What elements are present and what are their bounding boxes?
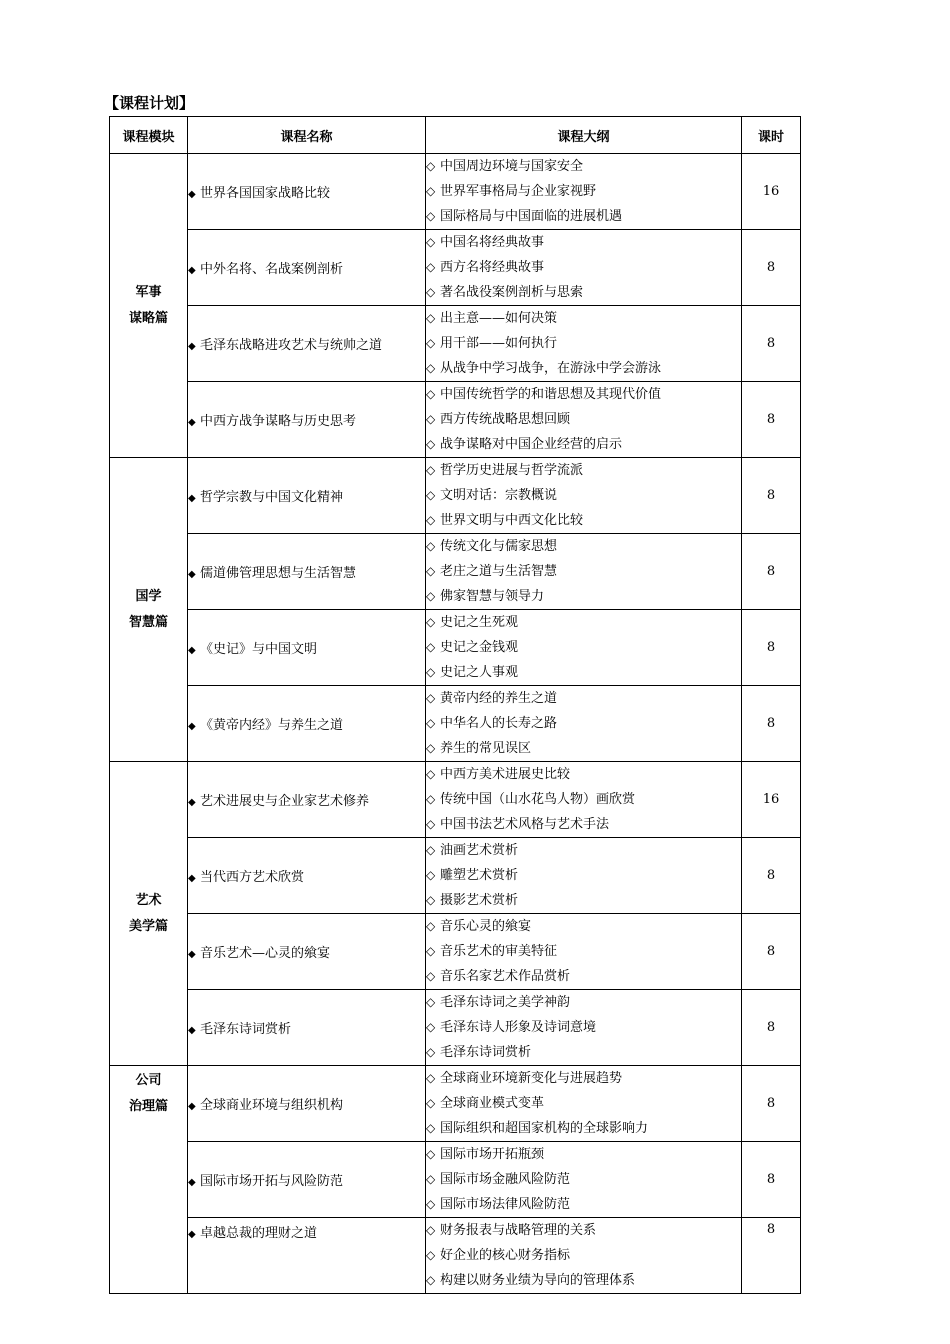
course-name: 《史记》与中国文明 xyxy=(200,642,318,657)
header-module: 课程模块 xyxy=(110,117,188,154)
hollow-diamond-icon: ◇ xyxy=(426,944,436,958)
outline-text: 中国名将经典故事 xyxy=(440,235,545,250)
module-label-line2: 治理篇 xyxy=(128,1099,168,1114)
outline-item xyxy=(426,635,741,660)
table-row xyxy=(110,1066,801,1142)
outline-text: 国际格局与中国面临的进展机遇 xyxy=(440,209,623,224)
module-label-line2: 美学篇 xyxy=(128,918,168,934)
hollow-diamond-icon: ◇ xyxy=(426,361,436,375)
course-outline-cell xyxy=(426,1142,742,1218)
outline-text: 养生的常见误区 xyxy=(440,741,532,756)
outline-text: 油画艺术赏析 xyxy=(440,843,519,858)
course-outline-cell xyxy=(426,686,742,762)
outline-text: 哲学历史进展与哲学流派 xyxy=(440,463,584,478)
outline-item xyxy=(426,736,741,761)
course-name-cell xyxy=(188,762,426,838)
module-cell xyxy=(110,1066,188,1294)
course-name: 当代西方艺术欣赏 xyxy=(200,870,305,885)
course-name-cell xyxy=(188,990,426,1066)
hollow-diamond-icon: ◇ xyxy=(426,209,436,223)
course-hours: 8 xyxy=(742,306,801,382)
outline-text: 传统文化与儒家思想 xyxy=(440,539,558,554)
hollow-diamond-icon: ◇ xyxy=(426,1197,436,1211)
diamond-bullet-icon: ◆ xyxy=(188,1229,196,1240)
outline-item xyxy=(426,787,741,812)
course-name: 中西方战争谋略与历史思考 xyxy=(200,414,357,429)
course-name: 全球商业环境与组织机构 xyxy=(200,1098,344,1113)
hollow-diamond-icon: ◇ xyxy=(426,1071,436,1085)
table-row xyxy=(110,382,801,458)
course-name: 儒道佛管理思想与生活智慧 xyxy=(200,566,357,581)
outline-text: 著名战役案例剖析与思索 xyxy=(440,285,584,300)
outline-item xyxy=(426,610,741,635)
outline-item xyxy=(426,154,741,179)
diamond-bullet-icon: ◆ xyxy=(188,569,196,580)
course-hours: 8 xyxy=(742,382,801,458)
hollow-diamond-icon: ◇ xyxy=(426,868,436,882)
outline-text: 世界军事格局与企业家视野 xyxy=(440,184,597,199)
course-name: 艺术进展史与企业家艺术修养 xyxy=(200,794,370,809)
table-row xyxy=(110,306,801,382)
outline-item xyxy=(426,584,741,609)
outline-text: 战争谋略对中国企业经营的启示 xyxy=(440,437,623,452)
diamond-bullet-icon: ◆ xyxy=(188,189,196,200)
hollow-diamond-icon: ◇ xyxy=(426,463,436,477)
course-name-cell xyxy=(188,1218,426,1294)
outline-item xyxy=(426,1066,741,1091)
hollow-diamond-icon: ◇ xyxy=(426,1273,436,1287)
outline-item xyxy=(426,1192,741,1217)
outline-text: 好企业的核心财务指标 xyxy=(440,1248,571,1263)
hollow-diamond-icon: ◇ xyxy=(426,1121,436,1135)
hollow-diamond-icon: ◇ xyxy=(426,1223,436,1237)
outline-item xyxy=(426,179,741,204)
module-cell xyxy=(110,154,188,458)
hollow-diamond-icon: ◇ xyxy=(426,817,436,831)
course-name: 毛泽东战略进攻艺术与统帅之道 xyxy=(200,338,383,353)
diamond-bullet-icon: ◆ xyxy=(188,645,196,656)
diamond-bullet-icon: ◆ xyxy=(188,417,196,428)
outline-text: 中西方美术进展史比较 xyxy=(440,767,571,782)
outline-text: 音乐名家艺术作品赏析 xyxy=(440,969,571,984)
table-row xyxy=(110,230,801,306)
hollow-diamond-icon: ◇ xyxy=(426,1045,436,1059)
module-cell xyxy=(110,762,188,1066)
course-outline-cell xyxy=(426,610,742,686)
course-outline-cell xyxy=(426,990,742,1066)
outline-text: 财务报表与战略管理的关系 xyxy=(440,1223,597,1238)
outline-text: 国际市场开拓瓶颈 xyxy=(440,1147,545,1162)
course-hours: 16 xyxy=(742,154,801,230)
hollow-diamond-icon: ◇ xyxy=(426,691,436,705)
course-outline-cell xyxy=(426,838,742,914)
header-hours: 课时 xyxy=(742,117,801,154)
course-name: 世界各国国家战略比较 xyxy=(200,186,331,201)
outline-item xyxy=(426,508,741,533)
outline-text: 全球商业模式变革 xyxy=(440,1096,545,1111)
course-name-cell xyxy=(188,1066,426,1142)
module-label-line2: 智慧篇 xyxy=(128,614,168,630)
hollow-diamond-icon: ◇ xyxy=(426,615,436,629)
diamond-bullet-icon: ◆ xyxy=(188,949,196,960)
module-cell xyxy=(110,458,188,762)
outline-item xyxy=(426,458,741,483)
outline-text: 音乐艺术的审美特征 xyxy=(440,944,558,959)
hollow-diamond-icon: ◇ xyxy=(426,285,436,299)
diamond-bullet-icon: ◆ xyxy=(188,341,196,352)
outline-item xyxy=(426,1015,741,1040)
outline-item xyxy=(426,838,741,863)
hollow-diamond-icon: ◇ xyxy=(426,564,436,578)
outline-text: 国际市场金融风险防范 xyxy=(440,1172,571,1187)
course-outline-cell xyxy=(426,914,742,990)
course-outline-cell xyxy=(426,534,742,610)
table-row xyxy=(110,990,801,1066)
course-name: 音乐艺术—心灵的飨宴 xyxy=(200,946,331,961)
hollow-diamond-icon: ◇ xyxy=(426,260,436,274)
outline-item xyxy=(426,382,741,407)
hollow-diamond-icon: ◇ xyxy=(426,589,436,603)
course-name: 《黄帝内经》与养生之道 xyxy=(200,718,344,733)
course-name: 国际市场开拓与风险防范 xyxy=(200,1174,344,1189)
table-row xyxy=(110,914,801,990)
outline-item xyxy=(426,534,741,559)
outline-item xyxy=(426,1091,741,1116)
outline-item xyxy=(426,762,741,787)
outline-item xyxy=(426,204,741,229)
outline-item xyxy=(426,1167,741,1192)
outline-text: 中华名人的长寿之路 xyxy=(440,716,558,731)
hollow-diamond-icon: ◇ xyxy=(426,767,436,781)
outline-item xyxy=(426,1142,741,1167)
outline-text: 用干部——如何执行 xyxy=(440,336,558,351)
outline-text: 音乐心灵的飨宴 xyxy=(440,919,532,934)
course-name-cell xyxy=(188,1142,426,1218)
outline-text: 毛泽东诗人形象及诗词意境 xyxy=(440,1020,597,1035)
course-outline-cell xyxy=(426,1066,742,1142)
header-name: 课程名称 xyxy=(188,117,426,154)
table-row xyxy=(110,838,801,914)
course-name-cell xyxy=(188,838,426,914)
table-body xyxy=(110,154,801,1294)
hollow-diamond-icon: ◇ xyxy=(426,969,436,983)
hollow-diamond-icon: ◇ xyxy=(426,235,436,249)
course-name: 中外名将、名战案例剖析 xyxy=(200,262,344,277)
hollow-diamond-icon: ◇ xyxy=(426,919,436,933)
outline-item xyxy=(426,660,741,685)
outline-item xyxy=(426,432,741,457)
module-label-line1: 艺术 xyxy=(135,892,162,908)
course-name-cell xyxy=(188,230,426,306)
course-name-cell xyxy=(188,610,426,686)
table-row xyxy=(110,154,801,230)
hollow-diamond-icon: ◇ xyxy=(426,488,436,502)
outline-item xyxy=(426,1243,741,1268)
hollow-diamond-icon: ◇ xyxy=(426,1096,436,1110)
hollow-diamond-icon: ◇ xyxy=(426,843,436,857)
course-hours: 8 xyxy=(742,1218,801,1294)
course-name-cell xyxy=(188,914,426,990)
outline-text: 黄帝内经的养生之道 xyxy=(440,691,558,706)
course-outline-cell xyxy=(426,382,742,458)
outline-text: 传统中国（山水花鸟人物）画欣赏 xyxy=(440,792,636,807)
module-label-line1: 国学 xyxy=(135,588,162,604)
module-label-line1: 公司 xyxy=(135,1073,162,1088)
outline-text: 中国周边环境与国家安全 xyxy=(440,159,584,174)
outline-item xyxy=(426,863,741,888)
outline-text: 摄影艺术赏析 xyxy=(440,893,519,908)
course-hours: 8 xyxy=(742,838,801,914)
diamond-bullet-icon: ◆ xyxy=(188,721,196,732)
table-row xyxy=(110,1218,801,1294)
course-hours: 8 xyxy=(742,458,801,534)
diamond-bullet-icon: ◆ xyxy=(188,797,196,808)
diamond-bullet-icon: ◆ xyxy=(188,1101,196,1112)
course-hours: 8 xyxy=(742,610,801,686)
diamond-bullet-icon: ◆ xyxy=(188,493,196,504)
outline-item xyxy=(426,407,741,432)
outline-text: 史记之金钱观 xyxy=(440,640,519,655)
outline-item xyxy=(426,812,741,837)
outline-text: 毛泽东诗词赏析 xyxy=(440,1045,532,1060)
course-outline-cell xyxy=(426,762,742,838)
outline-item xyxy=(426,280,741,305)
outline-text: 出主意——如何决策 xyxy=(440,311,558,326)
outline-text: 西方传统战略思想回顾 xyxy=(440,412,571,427)
outline-item xyxy=(426,964,741,989)
outline-item xyxy=(426,914,741,939)
course-outline-cell xyxy=(426,1218,742,1294)
course-name: 哲学宗教与中国文化精神 xyxy=(200,490,344,505)
table-row xyxy=(110,762,801,838)
course-hours: 16 xyxy=(742,762,801,838)
outline-text: 佛家智慧与领导力 xyxy=(440,589,545,604)
outline-text: 文明对话：宗教概说 xyxy=(440,488,558,503)
module-label-line2: 谋略篇 xyxy=(128,310,168,326)
outline-item xyxy=(426,939,741,964)
diamond-bullet-icon: ◆ xyxy=(188,1025,196,1036)
outline-item xyxy=(426,990,741,1015)
hollow-diamond-icon: ◇ xyxy=(426,1147,436,1161)
outline-item xyxy=(426,306,741,331)
outline-text: 毛泽东诗词之美学神韵 xyxy=(440,995,571,1010)
diamond-bullet-icon: ◆ xyxy=(188,1177,196,1188)
outline-item xyxy=(426,331,741,356)
course-hours: 8 xyxy=(742,1142,801,1218)
outline-text: 西方名将经典故事 xyxy=(440,260,545,275)
outline-text: 世界文明与中西文化比较 xyxy=(440,513,584,528)
outline-text: 雕塑艺术赏析 xyxy=(440,868,519,883)
table-row xyxy=(110,686,801,762)
outline-item xyxy=(426,1218,741,1243)
table-row xyxy=(110,1142,801,1218)
outline-text: 国际市场法律风险防范 xyxy=(440,1197,571,1212)
outline-item xyxy=(426,1040,741,1065)
table-header-row xyxy=(110,117,801,154)
hollow-diamond-icon: ◇ xyxy=(426,184,436,198)
hollow-diamond-icon: ◇ xyxy=(426,741,436,755)
hollow-diamond-icon: ◇ xyxy=(426,159,436,173)
hollow-diamond-icon: ◇ xyxy=(426,1248,436,1262)
hollow-diamond-icon: ◇ xyxy=(426,665,436,679)
outline-item xyxy=(426,711,741,736)
table-row xyxy=(110,534,801,610)
table-row xyxy=(110,610,801,686)
course-hours: 8 xyxy=(742,1066,801,1142)
page-title: 【课程计划】 xyxy=(104,94,195,112)
outline-item xyxy=(426,1268,741,1293)
outline-text: 从战争中学习战争，在游泳中学会游泳 xyxy=(440,361,662,376)
outline-item xyxy=(426,255,741,280)
course-name-cell xyxy=(188,306,426,382)
outline-text: 国际组织和超国家机构的全球影响力 xyxy=(440,1121,649,1136)
course-outline-cell xyxy=(426,230,742,306)
outline-item xyxy=(426,230,741,255)
outline-text: 老庄之道与生活智慧 xyxy=(440,564,558,579)
course-hours: 8 xyxy=(742,534,801,610)
outline-item xyxy=(426,559,741,584)
hollow-diamond-icon: ◇ xyxy=(426,640,436,654)
outline-text: 史记之生死观 xyxy=(440,615,519,630)
outline-item xyxy=(426,888,741,913)
hollow-diamond-icon: ◇ xyxy=(426,437,436,451)
course-hours: 8 xyxy=(742,990,801,1066)
outline-text: 中国传统哲学的和谐思想及其现代价值 xyxy=(440,387,662,402)
hollow-diamond-icon: ◇ xyxy=(426,539,436,553)
outline-item xyxy=(426,1116,741,1141)
outline-text: 构建以财务业绩为导向的管理体系 xyxy=(440,1273,636,1288)
hollow-diamond-icon: ◇ xyxy=(426,513,436,527)
course-plan-table xyxy=(109,116,801,1294)
hollow-diamond-icon: ◇ xyxy=(426,995,436,1009)
outline-item xyxy=(426,356,741,381)
table-row xyxy=(110,458,801,534)
outline-text: 中国书法艺术风格与艺术手法 xyxy=(440,817,610,832)
outline-text: 史记之人事观 xyxy=(440,665,519,680)
course-outline-cell xyxy=(426,154,742,230)
header-outline: 课程大纲 xyxy=(426,117,742,154)
course-name-cell xyxy=(188,686,426,762)
hollow-diamond-icon: ◇ xyxy=(426,1172,436,1186)
course-hours: 8 xyxy=(742,230,801,306)
outline-text: 全球商业环境新变化与进展趋势 xyxy=(440,1071,623,1086)
diamond-bullet-icon: ◆ xyxy=(188,873,196,884)
course-name: 卓越总裁的理财之道 xyxy=(200,1226,318,1241)
outline-item xyxy=(426,686,741,711)
hollow-diamond-icon: ◇ xyxy=(426,336,436,350)
course-name-cell xyxy=(188,458,426,534)
hollow-diamond-icon: ◇ xyxy=(426,893,436,907)
hollow-diamond-icon: ◇ xyxy=(426,716,436,730)
course-hours: 8 xyxy=(742,686,801,762)
course-hours: 8 xyxy=(742,914,801,990)
course-name-cell xyxy=(188,154,426,230)
course-outline-cell xyxy=(426,458,742,534)
course-name: 毛泽东诗词赏析 xyxy=(200,1022,292,1037)
course-name-cell xyxy=(188,534,426,610)
diamond-bullet-icon: ◆ xyxy=(188,265,196,276)
hollow-diamond-icon: ◇ xyxy=(426,311,436,325)
hollow-diamond-icon: ◇ xyxy=(426,1020,436,1034)
hollow-diamond-icon: ◇ xyxy=(426,412,436,426)
hollow-diamond-icon: ◇ xyxy=(426,792,436,806)
course-name-cell xyxy=(188,382,426,458)
hollow-diamond-icon: ◇ xyxy=(426,387,436,401)
outline-item xyxy=(426,483,741,508)
course-outline-cell xyxy=(426,306,742,382)
module-label-line1: 军事 xyxy=(135,284,162,300)
